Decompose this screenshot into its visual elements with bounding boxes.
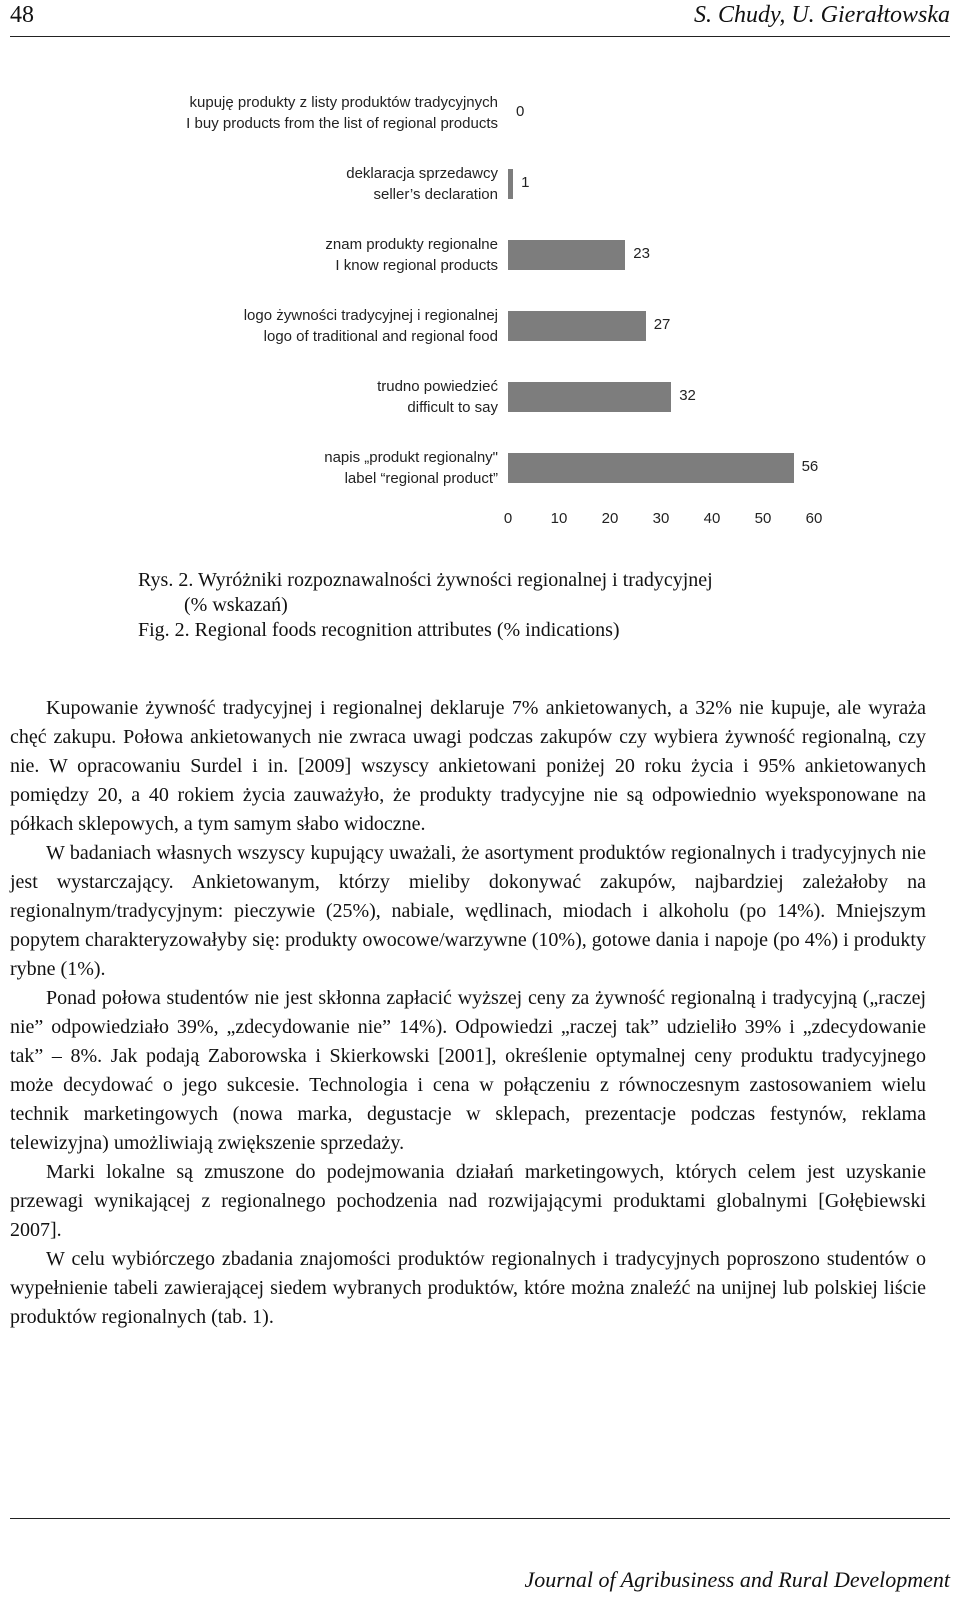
- category-label-line: I know regional products: [335, 257, 498, 274]
- paragraph: Kupowanie żywność tradycyjnej i regionalnej deklaruje 7% ankietowanych, a 32% nie kupuje, ale wyraża chęć zakupu. Połowa ankietowanych nie zwraca uwagi podczas zakupów czy wybiera żywność regionalną, czy nie. W opracowaniu Surdel i in. [2009] wszyscy ankietowani poniżej 20 roku życia i 95% ankietowanych pomiędzy 20, a 40 rokiem życia zauważyło, że produkty tradycyjne nie są odpowiednio wyeksponowane na półkach sklepowych, a tym samym słabo widoczne.: [10, 697, 926, 835]
- category-label: [98, 305, 498, 347]
- paragraph: Ponad połowa studentów nie jest skłonna zapłacić wyższej ceny za żywność regionalną i tradycyjną („raczej nie” odpowiedziało 39%, „zdecydowanie nie” 14%). Odpowiedzi „raczej tak” udzieliło 39% i „zdecydowanie tak” – 8%. Jak podają Zaborowska i Skierkowski [2001], określenie optymalnej ceny produktu tradycyjnego może decydować o jego sukcesie. Technologia i cena w połączeniu z równoczesnym zastosowaniem wielu technik marketingowych (nowa marka, degustacje w sklepach, prezentacje podczas festynów, reklama telewizyjna) umożliwiają zwiększenie sprzedaży.: [10, 987, 926, 1154]
- value-label: 56: [801, 458, 819, 475]
- category-label-line: deklaracja sprzedawcy: [346, 165, 498, 182]
- value-label: 23: [633, 245, 650, 262]
- bar-chart: [0, 60, 960, 560]
- paragraph: Marki lokalne są zmuszone do podejmowania działań marketingowych, których celem jest uzyskanie przewagi wynikającej z regionalnego pochodzenia nad rozwijającymi produktami globalnymi [Gołębiewski 2007].: [10, 1161, 926, 1241]
- category-label-line: kupuję produkty z listy produktów tradycyjnych: [189, 94, 498, 111]
- value-label: 0: [516, 103, 525, 120]
- caption-polish: Rys. 2. Wyróżniki rozpoznawalności żywności regionalnej i tradycyjnej: [138, 569, 713, 591]
- x-tick-label: 50: [754, 510, 772, 527]
- category-label: [98, 376, 498, 418]
- bar: [508, 311, 646, 341]
- x-tick-label: 0: [503, 510, 513, 527]
- category-label: [98, 92, 498, 134]
- x-tick-label: 40: [703, 510, 721, 527]
- bar: [508, 169, 513, 199]
- value-label: 32: [679, 387, 696, 404]
- paragraph: W celu wybiórczego zbadania znajomości produktów regionalnych i tradycyjnych poproszono studentów o wypełnienie tabeli zawierającej siedem wybranych produktów, które można znaleźć na unijnej lub polskiej liście produktów regionalnych (tab. 1).: [10, 1248, 926, 1328]
- value-label: 27: [653, 316, 671, 333]
- bar: [508, 453, 794, 483]
- category-label-line: difficult to say: [407, 399, 498, 416]
- x-tick-label: 60: [805, 510, 823, 527]
- journal-name: Journal of Agribusiness and Rural Development: [524, 1567, 950, 1592]
- value-label: 1: [521, 174, 530, 191]
- body-text: [10, 694, 926, 1332]
- category-label-line: napis „produkt regionalny": [324, 449, 498, 466]
- page-header: [10, 0, 950, 37]
- category-label-line: I buy products from the list of regional products: [186, 115, 498, 132]
- paragraph: W badaniach własnych wszyscy kupujący uważali, że asortyment produktów regionalnych i tradycyjnych nie jest wystarczający. Ankietowanym, którzy mieliby dokonywać zakupów, najbardziej zależałoby na regionalnym/tradycyjnym: pieczywie (25%), nabiale, wędlinach, miodach i alkoholu (po 14%). Mniejszym popytem charakteryzowałyby się: produkty owocowe/warzywne (10%), gotowe dania i napoje (po 4%) i produkty rybne (1%).: [10, 842, 926, 980]
- category-label: [98, 447, 498, 489]
- bar: [508, 382, 671, 412]
- page-number: 48: [10, 2, 34, 28]
- page-footer: [10, 1518, 950, 1615]
- category-label-line: znam produkty regionalne: [325, 236, 498, 253]
- bar: [508, 240, 625, 270]
- running-head-authors: S. Chudy, U. Gierałtowska: [694, 2, 950, 28]
- caption-english: Fig. 2. Regional foods recognition attributes (% indications): [138, 619, 620, 641]
- category-label-line: logo of traditional and regional food: [263, 328, 498, 345]
- category-label-line: seller’s declaration: [373, 186, 498, 203]
- x-tick-label: 20: [601, 510, 619, 527]
- category-label: [98, 163, 498, 205]
- category-label-line: logo żywności tradycyjnej i regionalnej: [243, 307, 498, 324]
- category-label-line: trudno powiedzieć: [377, 378, 498, 395]
- x-tick-label: 30: [652, 510, 670, 527]
- figure-caption: [138, 568, 938, 643]
- category-label: [98, 234, 498, 276]
- x-tick-label: 10: [550, 510, 568, 527]
- category-label-line: label “regional product”: [344, 470, 498, 487]
- caption-polish-continued: (% wskazań): [184, 594, 288, 616]
